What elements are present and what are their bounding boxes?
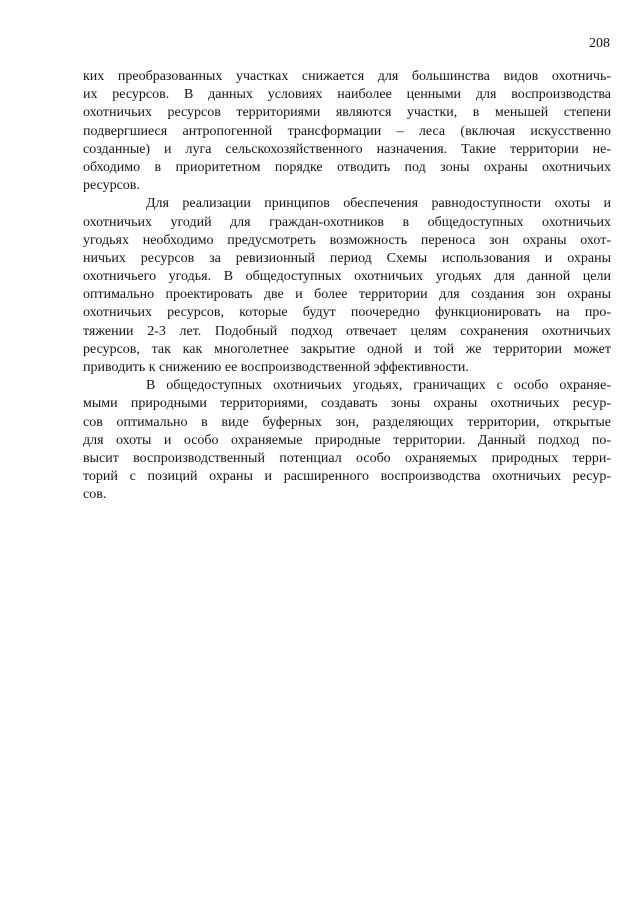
text-line: охотничьего угодья. В общедоступных охотничьих угодьях для данной цели [83,269,611,285]
text-line: ресурсов. [83,178,140,194]
paragraph [83,195,611,377]
text-line: ресурсов, так как многолетнее закрытие одной и той же территории может [83,341,611,357]
text-line: торий с позиций охраны и расширенного воспроизводства охотничьих ресур- [83,469,611,485]
text-line: оптимально проектировать две и более территории для создания зон охраны [83,287,611,303]
text-line: тяжении 2-3 лет. Подобный подход отвечает целям сохранения охотничьих [83,323,611,339]
text-line: подвергшиеся антропогенной трансформации – леса (включая искусственно [83,123,611,139]
text-line: для охоты и особо охраняемые природные территории. Данный подход по- [83,432,611,448]
paragraph [83,377,611,504]
text-line: ких преобразованных участках снижается для большинства видов охотничь- [83,69,611,84]
text-line: высит воспроизводственный потенциал особо охраняемых природных терри- [83,450,611,466]
text-line: их ресурсов. В данных условиях наиболее ценными для воспроизводства [83,87,611,103]
text-line: охотничьих ресурсов, которые будут поочередно функционировать на про- [83,305,611,321]
paragraph [83,68,611,195]
page-number: 208 [589,36,610,51]
text-line: В общедоступных охотничьих угодьях, граничащих с особо охраняе- [146,378,611,394]
text-line: ничьих ресурсов за ревизионный период Схемы использования и охраны [83,250,611,266]
text-line: Для реализации принципов обеспечения равнодоступности охоты и [146,196,611,212]
body-text [83,68,611,505]
text-line: охотничьих угодий для граждан-охотников в общедоступных охотничьих [83,214,611,230]
text-line: созданные) и луга сельскохозяйственного назначения. Такие территории не- [83,141,611,157]
text-line: сов. [83,487,107,503]
text-line: мыми природными территориями, создавать зоны охраны охотничьих ресур- [83,396,611,412]
text-line: приводить к снижению ее воспроизводственной эффективности. [83,360,469,375]
text-line: угодьях необходимо предусмотреть возможность переноса зон охраны охот- [83,232,611,248]
text-line: обходимо в приоритетном порядке отводить под зоны охраны охотничьих [83,159,611,175]
text-line: сов оптимально в виде буферных зон, разделяющих территории, открытые [83,414,611,430]
text-line: охотничьих ресурсов территориями являются участки, в меньшей степени [83,105,611,121]
